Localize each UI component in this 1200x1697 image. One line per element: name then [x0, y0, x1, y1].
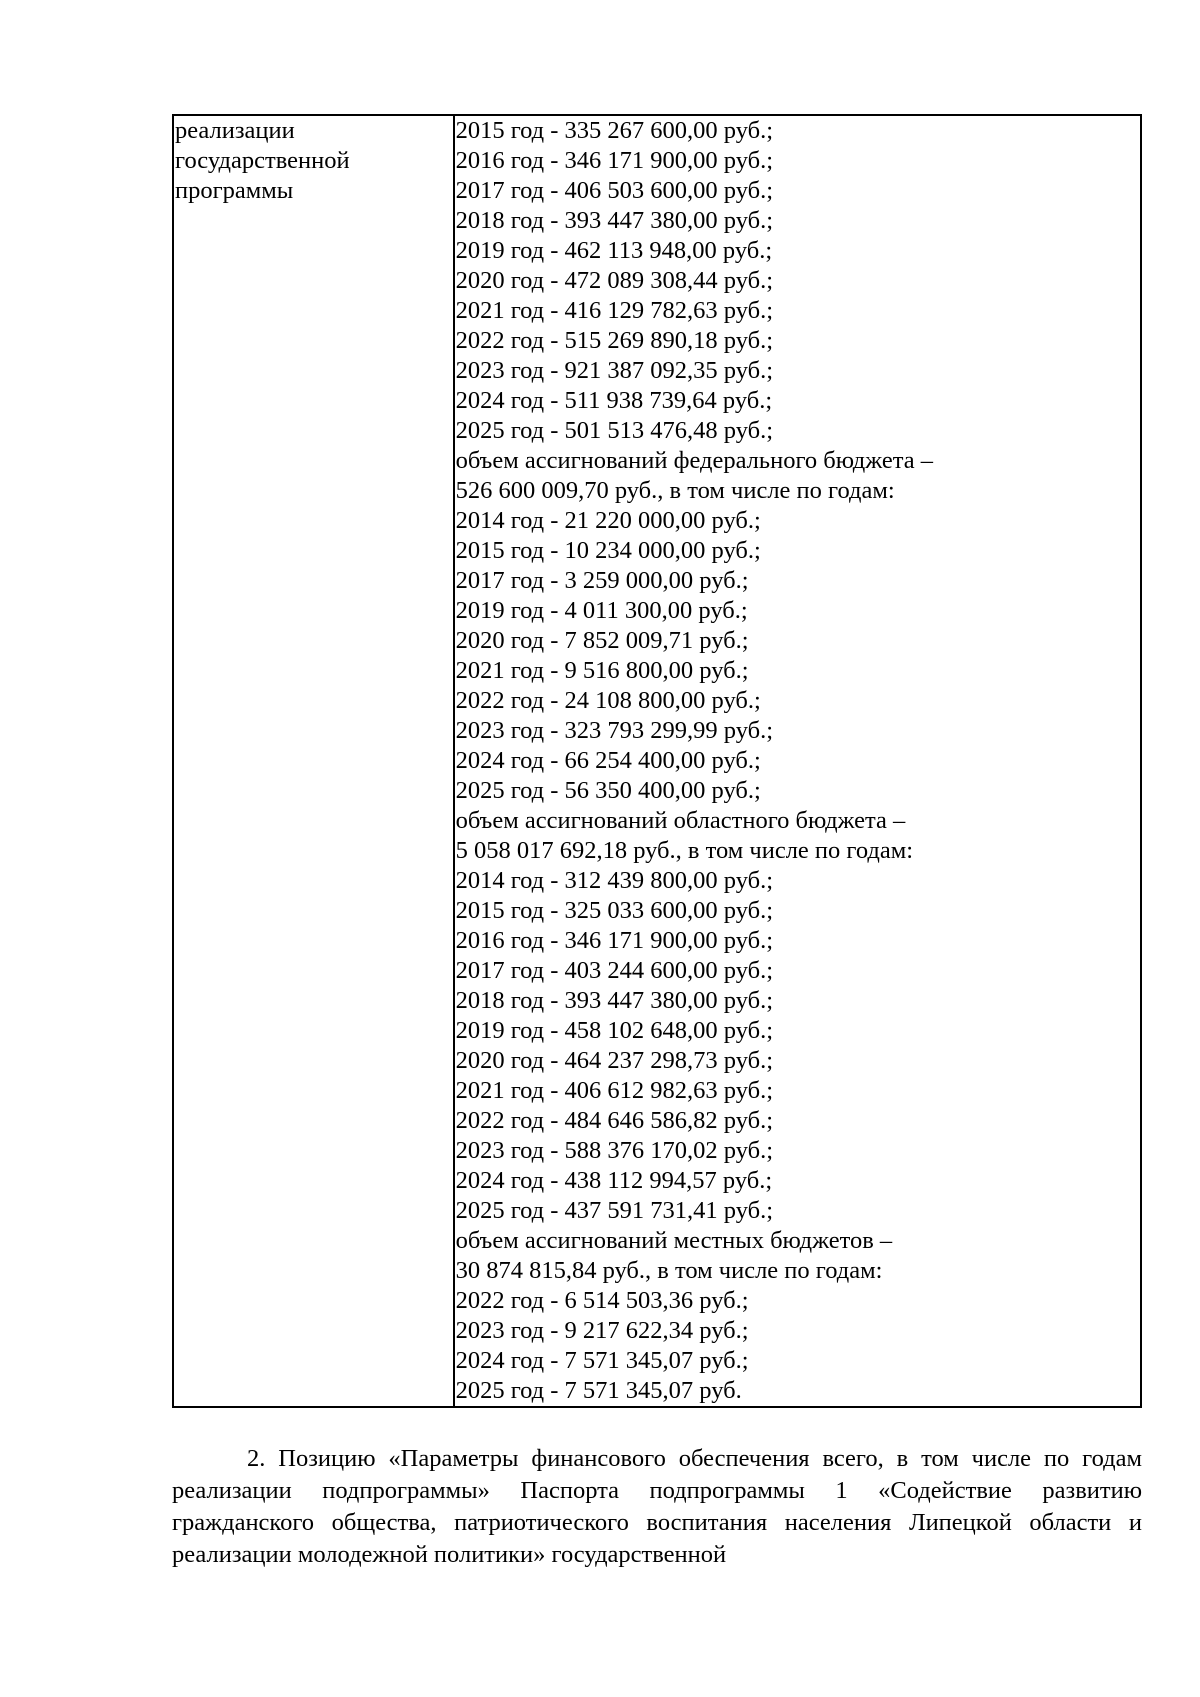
funding-line: 2021 год - 9 516 800,00 руб.; — [455, 657, 749, 684]
funding-line: 2020 год - 472 089 308,44 руб.; — [455, 267, 774, 294]
funding-line: 2019 год - 462 113 948,00 руб.; — [455, 237, 773, 264]
funding-line: 2017 год - 3 259 000,00 руб.; — [455, 567, 749, 594]
funding-line: 2023 год - 9 217 622,34 руб.; — [455, 1317, 749, 1344]
funding-line: 2020 год - 464 237 298,73 руб.; — [455, 1047, 774, 1074]
funding-line: 2022 год - 6 514 503,36 руб.; — [455, 1287, 749, 1314]
funding-line: 2022 год - 484 646 586,82 руб.; — [455, 1107, 774, 1134]
funding-line: 2024 год - 511 938 739,64 руб.; — [455, 387, 773, 414]
funding-line: 2025 год - 7 571 345,07 руб. — [455, 1377, 742, 1404]
funding-line: 5 058 017 692,18 руб., в том числе по годам: — [455, 837, 914, 864]
funding-line: 30 874 815,84 руб., в том числе по годам: — [455, 1257, 883, 1284]
parameter-name-line: программы — [175, 177, 294, 204]
funding-line: 2021 год - 416 129 782,63 руб.; — [455, 297, 774, 324]
funding-line: 2025 год - 56 350 400,00 руб.; — [455, 777, 761, 804]
funding-line: 2015 год - 10 234 000,00 руб.; — [455, 537, 761, 564]
funding-line: объем ассигнований федерального бюджета – — [455, 447, 933, 474]
amendment-paragraph: 2. Позицию «Параметры финансового обеспечения всего, в том числе по годам реализации подпрограммы» Паспорта подпрограммы 1 «Содействие развитию гражданского общества, патриотического воспитания населения Липецкой области и реализации молодежной политики» государственной — [172, 1445, 1142, 1568]
funding-line: 2022 год - 24 108 800,00 руб.; — [455, 687, 761, 714]
funding-line: 2016 год - 346 171 900,00 руб.; — [455, 147, 774, 174]
parameter-name-line: государственной — [175, 147, 350, 174]
funding-line: 2016 год - 346 171 900,00 руб.; — [455, 927, 774, 954]
parameter-name-cell — [173, 115, 454, 1407]
funding-line: 2017 год - 406 503 600,00 руб.; — [455, 177, 774, 204]
funding-line: 2024 год - 66 254 400,00 руб.; — [455, 747, 761, 774]
funding-line: 2014 год - 312 439 800,00 руб.; — [455, 867, 774, 894]
funding-line: 2019 год - 458 102 648,00 руб.; — [455, 1017, 774, 1044]
passport-table — [172, 114, 1142, 1408]
funding-line: 2018 год - 393 447 380,00 руб.; — [455, 987, 774, 1014]
funding-line: 526 600 009,70 руб., в том числе по годам: — [455, 477, 895, 504]
funding-line: 2022 год - 515 269 890,18 руб.; — [455, 327, 774, 354]
funding-line: 2023 год - 588 376 170,02 руб.; — [455, 1137, 774, 1164]
funding-line: 2014 год - 21 220 000,00 руб.; — [455, 507, 761, 534]
funding-line: 2021 год - 406 612 982,63 руб.; — [455, 1077, 774, 1104]
funding-line: 2025 год - 437 591 731,41 руб.; — [455, 1197, 774, 1224]
funding-line: 2015 год - 335 267 600,00 руб.; — [455, 117, 774, 144]
funding-line: 2020 год - 7 852 009,71 руб.; — [455, 627, 749, 654]
funding-line: 2024 год - 7 571 345,07 руб.; — [455, 1347, 749, 1374]
parameter-value-cell — [454, 115, 1141, 1407]
funding-line: объем ассигнований областного бюджета – — [455, 807, 906, 834]
funding-line: 2024 год - 438 112 994,57 руб.; — [455, 1167, 773, 1194]
funding-line: 2019 год - 4 011 300,00 руб.; — [455, 597, 748, 624]
funding-line: 2017 год - 403 244 600,00 руб.; — [455, 957, 774, 984]
funding-line: 2023 год - 323 793 299,99 руб.; — [455, 717, 774, 744]
funding-line: 2025 год - 501 513 476,48 руб.; — [455, 417, 774, 444]
funding-line: 2018 год - 393 447 380,00 руб.; — [455, 207, 774, 234]
table-row — [173, 115, 1141, 1407]
funding-line: 2015 год - 325 033 600,00 руб.; — [455, 897, 774, 924]
parameter-name-line: реализации — [175, 117, 295, 144]
funding-line: объем ассигнований местных бюджетов – — [455, 1227, 893, 1254]
funding-line: 2023 год - 921 387 092,35 руб.; — [455, 357, 774, 384]
